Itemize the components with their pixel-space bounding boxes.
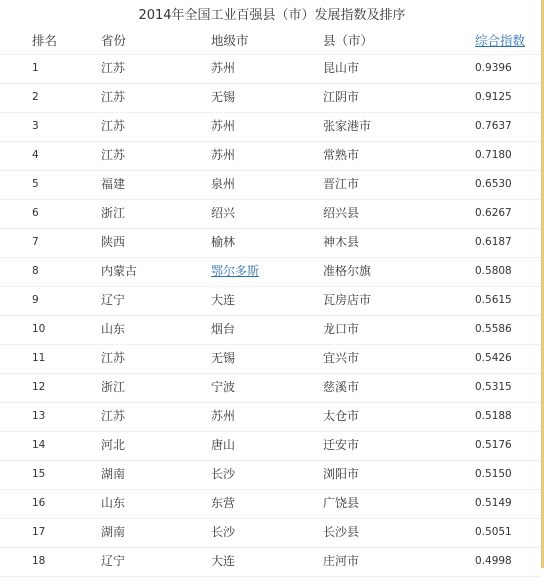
province-cell: 江苏 [101,409,126,423]
header-province: 省份 [101,33,127,48]
rank-cell: 8 [32,265,39,277]
header-county: 县（市） [323,33,374,48]
rank-cell: 3 [32,120,39,132]
county-cell: 常熟市 [323,148,360,162]
county-cell: 慈溪市 [323,380,360,394]
province-cell: 江苏 [101,148,126,162]
index-cell: 0.5150 [475,468,512,480]
city-cell: 苏州 [211,409,236,423]
province-cell: 山东 [101,322,126,336]
table-row [0,316,541,345]
table-row [0,200,541,229]
rank-cell: 5 [32,178,39,190]
rank-cell: 2 [32,91,39,103]
province-cell: 江苏 [101,351,126,365]
city-cell: 大连 [211,554,236,568]
county-cell: 准格尔旗 [323,264,372,278]
table-row [0,142,541,171]
header-rank: 排名 [32,33,58,48]
city-cell: 无锡 [211,351,236,365]
province-cell: 湖南 [101,525,126,539]
rank-cell: 13 [32,410,46,422]
county-cell: 广饶县 [323,496,360,510]
county-cell: 庄河市 [323,554,360,568]
table-row [0,84,541,113]
rank-cell: 4 [32,149,39,161]
county-cell: 长沙县 [323,525,360,539]
index-cell: 0.6267 [475,207,512,219]
index-cell: 0.6530 [475,178,512,190]
index-cell: 0.5051 [475,526,512,538]
city-cell: 宁波 [211,380,236,394]
rank-cell: 11 [32,352,46,364]
province-cell: 江苏 [101,119,126,133]
city-link[interactable]: 鄂尔多斯 [211,264,260,278]
table-row [0,403,541,432]
rank-cell: 16 [32,497,46,509]
city-cell: 榆林 [211,235,236,249]
table-row [0,171,541,200]
province-cell: 湖南 [101,467,126,481]
index-cell: 0.5586 [475,323,512,335]
city-cell: 唐山 [211,438,236,452]
city-cell: 长沙 [211,525,236,539]
table-row [0,55,541,84]
rank-cell: 17 [32,526,46,538]
rank-cell: 12 [32,381,46,393]
rank-cell: 15 [32,468,46,480]
province-cell: 内蒙古 [101,264,138,278]
county-cell: 迁安市 [323,438,360,452]
index-cell: 0.7180 [475,149,512,161]
table-row [0,432,541,461]
county-cell: 龙口市 [323,322,360,336]
index-cell: 0.5315 [475,381,512,393]
header-index-sort-link[interactable]: 综合指数 [475,33,526,48]
index-cell: 0.5808 [475,265,512,277]
index-cell: 0.5176 [475,439,512,451]
county-cell: 昆山市 [323,61,360,75]
province-cell: 陕西 [101,235,126,249]
city-cell: 长沙 [211,467,236,481]
index-cell: 0.6187 [475,236,512,248]
table-header-row [0,28,541,55]
index-cell: 0.5188 [475,410,512,422]
rank-cell: 9 [32,294,39,306]
county-cell: 太仓市 [323,409,360,423]
table-row [0,548,541,577]
table-row [0,258,541,287]
rank-cell: 6 [32,207,39,219]
county-cell: 晋江市 [323,177,360,191]
index-cell: 0.5615 [475,294,512,306]
city-cell: 绍兴 [211,206,236,220]
index-cell: 0.9396 [475,62,512,74]
ranking-table [0,28,541,587]
county-cell: 绍兴县 [323,206,360,220]
county-cell: 神木县 [323,235,360,249]
table-row [0,113,541,142]
county-cell: 张家港市 [323,119,372,133]
table-row [0,229,541,258]
city-cell: 苏州 [211,119,236,133]
table-row-partial [0,577,541,587]
table-row [0,461,541,490]
rank-cell: 7 [32,236,39,248]
province-cell: 辽宁 [101,293,126,307]
index-cell: 0.4998 [475,555,512,567]
province-cell: 江苏 [101,90,126,104]
table-row [0,519,541,548]
city-cell: 无锡 [211,90,236,104]
page-title: 2014年全国工业百强县（市）发展指数及排序 [138,8,406,23]
index-cell: 0.7637 [475,120,512,132]
city-cell: 泉州 [211,177,236,191]
county-cell: 江阴市 [323,90,360,104]
index-cell: 0.9125 [475,91,512,103]
index-cell: 0.5149 [475,497,512,509]
county-cell: 浏阳市 [323,467,360,481]
city-cell: 苏州 [211,148,236,162]
province-cell: 浙江 [101,206,126,220]
county-cell: 宜兴市 [323,351,360,365]
table-row [0,374,541,403]
city-cell: 苏州 [211,61,236,75]
city-cell: 大连 [211,293,236,307]
index-cell: 0.5426 [475,352,512,364]
city-cell: 东营 [211,496,236,510]
province-cell: 福建 [101,177,126,191]
province-cell: 山东 [101,496,126,510]
province-cell: 江苏 [101,61,126,75]
table-row [0,490,541,519]
rank-cell: 1 [32,62,39,74]
table-row [0,345,541,374]
city-cell: 烟台 [211,322,236,336]
county-cell: 瓦房店市 [323,293,372,307]
province-cell: 河北 [101,438,126,452]
province-cell: 浙江 [101,380,126,394]
rank-cell: 14 [32,439,46,451]
header-city: 地级市 [211,33,249,48]
table-row [0,287,541,316]
province-cell: 辽宁 [101,554,126,568]
rank-cell: 10 [32,323,46,335]
rank-cell: 18 [32,555,46,567]
